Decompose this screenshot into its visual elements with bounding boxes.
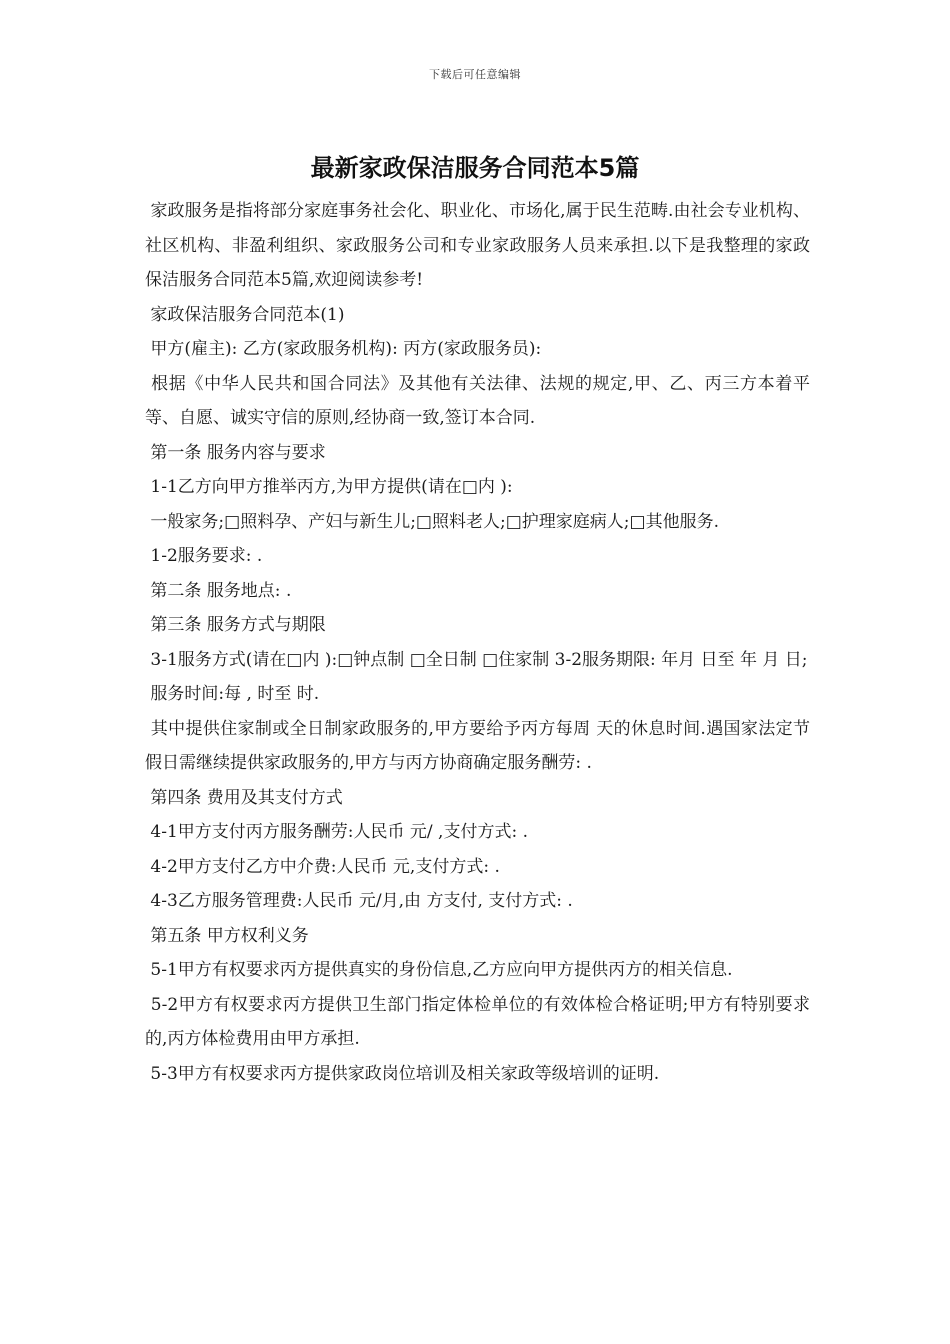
paragraph-clause-3-1: 3-1服务方式(请在□内 ):□钟点制 □全日制 □住家制 3-2服务期限: 年月 日至 年 月 日; (145, 649, 808, 670)
document-body (145, 194, 810, 1091)
paragraph-service-options: 一般家务;□照料孕、产妇与新生儿;□照料老人;□护理家庭病人;□其他服务. (145, 511, 719, 532)
paragraph-article-3: 第三条 服务方式与期限 (145, 615, 326, 635)
paragraph-clause-5-2: 5-2甲方有权要求丙方提供卫生部门指定体检单位的有效体检合格证明;甲方有特别要求的,丙方体检费用由甲方承担. (145, 994, 811, 1049)
document-title: 最新家政保洁服务合同范本5篇 (310, 154, 640, 182)
paragraph-legal-basis: 根据《中华人民共和国合同法》及其他有关法律、法规的规定,甲、乙、丙三方本着平等、自愿、诚实守信的原则,经协商一致,签订本合同. (145, 373, 811, 428)
paragraph-clause-4-3: 4-3乙方服务管理费:人民币 元/月,由 方支付, 支付方式: . (145, 891, 573, 911)
paragraph-clause-1-2: 1-2服务要求: . (145, 546, 263, 566)
paragraph-article-1: 第一条 服务内容与要求 (145, 442, 326, 463)
paragraph-article-4: 第四条 费用及其支付方式 (145, 787, 343, 808)
paragraph-parties: 甲方(雇主): 乙方(家政服务机构): 丙方(家政服务员): (145, 339, 542, 359)
header-note: 下载后可任意编辑 (429, 68, 521, 81)
paragraph-clause-5-1: 5-1甲方有权要求丙方提供真实的身份信息,乙方应向甲方提供丙方的相关信息. (145, 960, 733, 980)
paragraph-clause-4-2: 4-2甲方支付乙方中介费:人民币 元,支付方式: . (145, 856, 500, 877)
paragraph-clause-1-1: 1-1乙方向甲方推举丙方,为甲方提供(请在□内 ): (145, 477, 513, 497)
paragraph-service-time: 服务时间:每 , 时至 时. (145, 684, 320, 704)
paragraph-clause-5-3: 5-3甲方有权要求丙方提供家政岗位培训及相关家政等级培训的证明. (145, 1063, 660, 1084)
paragraph-article-5: 第五条 甲方权利义务 (145, 925, 309, 946)
paragraph-rest-days: 其中提供住家制或全日制家政服务的,甲方要给予丙方每周 天的休息时间.遇国家法定节假日需继续提供家政服务的,甲方与丙方协商确定服务酬劳: . (145, 718, 810, 773)
paragraph-clause-4-1: 4-1甲方支付丙方服务酬劳:人民币 元/ ,支付方式: . (145, 822, 528, 842)
paragraph-contract-heading: 家政保洁服务合同范本(1) (145, 304, 345, 325)
paragraph-article-2: 第二条 服务地点: . (145, 580, 292, 601)
paragraph-intro: 家政服务是指将部分家庭事务社会化、职业化、市场化,属于民生范畴.由社会专业机构、社区机构、非盈利组织、家政服务公司和专业家政服务人员来承担.以下是我整理的家政保洁服务合同范本5篇,欢迎阅读参考! (145, 201, 811, 290)
